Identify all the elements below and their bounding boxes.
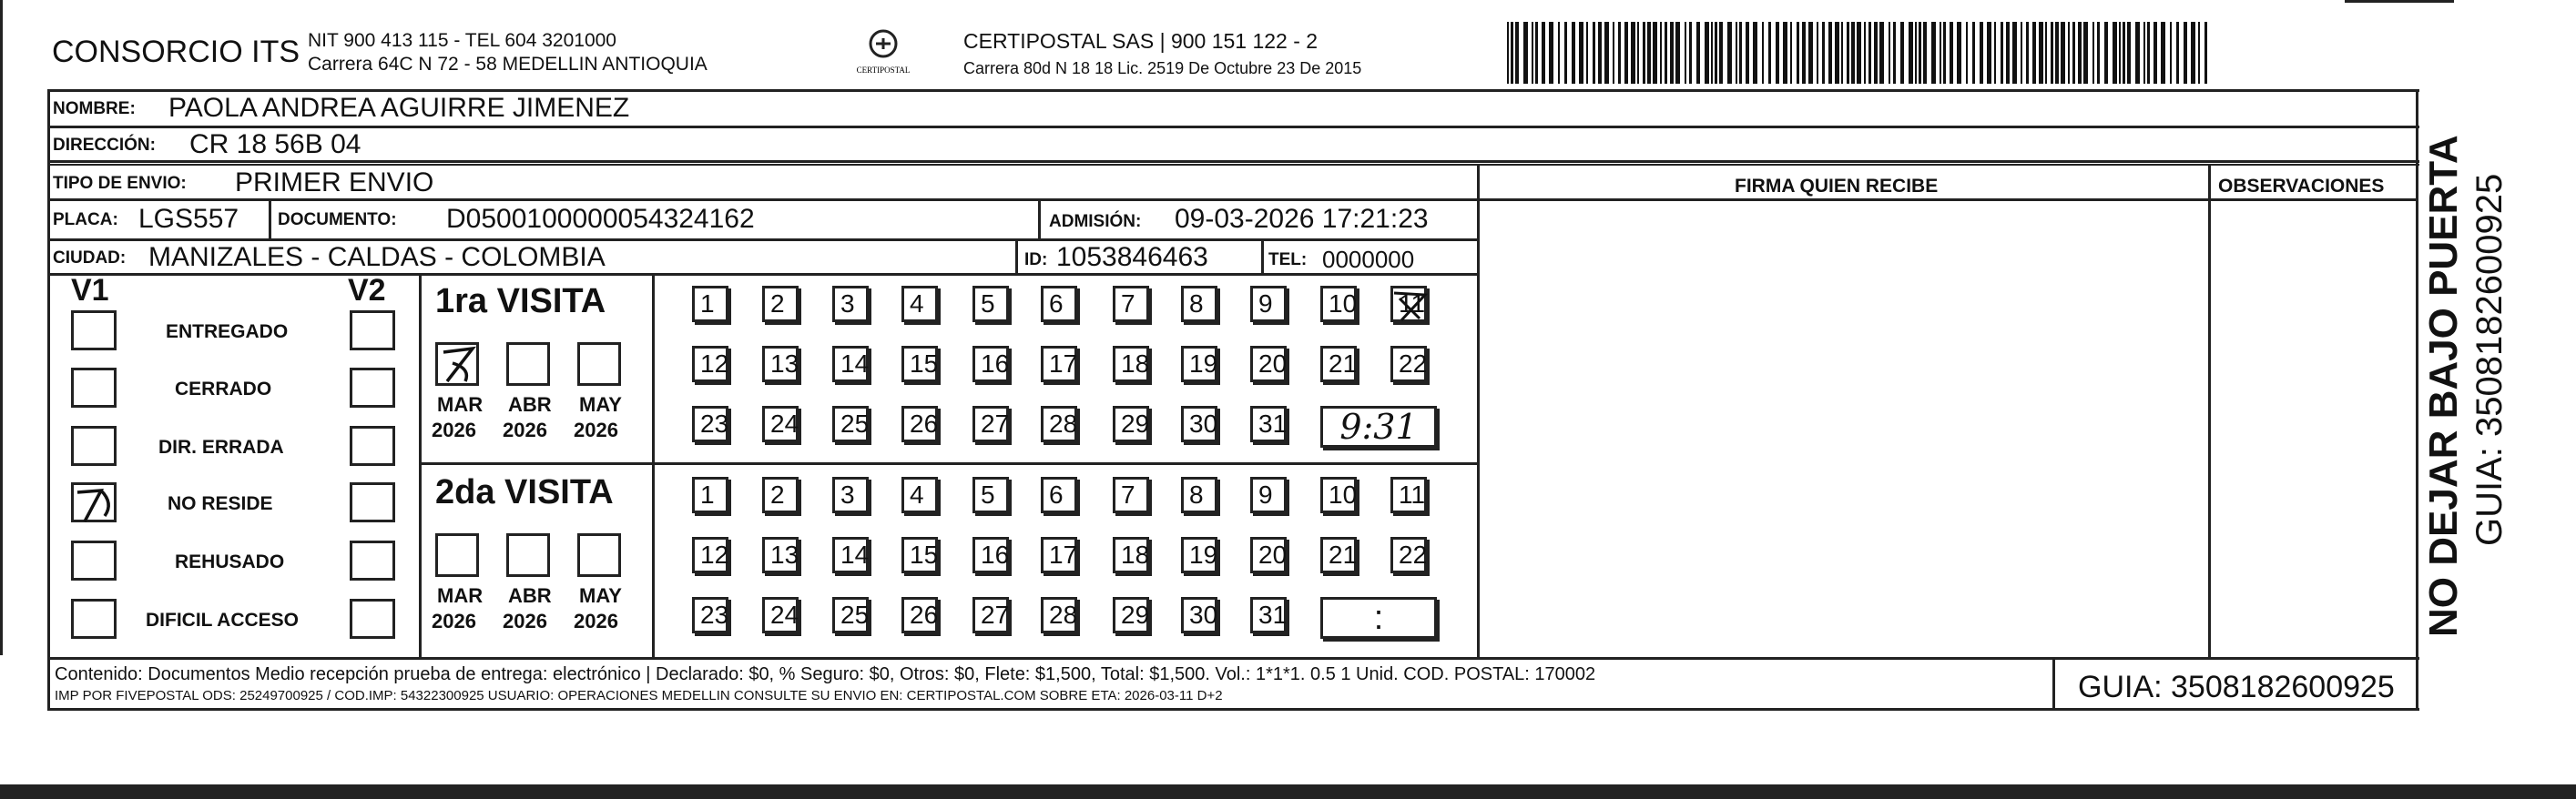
day-strike-mark: [1392, 288, 1429, 329]
day-box[interactable]: 18: [1113, 346, 1149, 382]
barcode-bar: [1532, 22, 1533, 84]
barcode-bar: [1943, 22, 1946, 84]
month-year: 2026: [574, 610, 618, 632]
day-box[interactable]: 19: [1181, 537, 1217, 573]
barcode-bar: [1966, 22, 1968, 84]
barcode-bar: [2021, 22, 2022, 84]
day-box[interactable]: 21: [1320, 537, 1357, 573]
month-checkbox[interactable]: [435, 533, 479, 577]
barcode-bar: [2078, 22, 2082, 84]
barcode-bar: [2153, 22, 2157, 84]
day-box[interactable]: 20: [1250, 346, 1287, 382]
barcode-bar: [1915, 22, 1917, 84]
barcode-bar: [1572, 22, 1575, 84]
barcode-bar: [2184, 22, 2187, 84]
v1-checkbox[interactable]: [71, 482, 117, 522]
day-box[interactable]: 11: [1390, 286, 1427, 322]
barcode-bar: [2198, 22, 2200, 84]
barcode-bar: [1542, 22, 1545, 84]
day-box[interactable]: 21: [1320, 346, 1357, 382]
v1-checkbox[interactable]: [71, 368, 117, 408]
barcode-bar: [1558, 22, 1560, 84]
barcode-bar: [1535, 22, 1538, 84]
barcode-bar: [2123, 22, 2125, 84]
barcode-bar: [1889, 22, 1890, 84]
barcode-bar: [1670, 22, 1674, 84]
status-option-label: REHUSADO: [175, 551, 285, 572]
barcode-bar: [2104, 22, 2108, 84]
month-checkbox[interactable]: [577, 342, 621, 386]
month-label: MAR: [437, 393, 484, 416]
barcode-bar: [1851, 22, 1855, 84]
barcode-bar: [2143, 22, 2145, 84]
barcode-bar: [1618, 22, 1621, 84]
day-box[interactable]: 6: [1041, 477, 1077, 513]
side-guia-text: GUIA: 3508182600925: [2469, 173, 2510, 546]
month-checkbox[interactable]: [435, 342, 479, 386]
day-box[interactable]: 24: [762, 406, 799, 442]
barcode-bar: [1715, 22, 1717, 84]
barcode-bar: [1598, 22, 1602, 84]
v1-checkbox[interactable]: [71, 541, 117, 581]
barcode-bar: [1637, 22, 1639, 84]
barcode-bar: [1864, 22, 1866, 84]
day-box[interactable]: 11: [1390, 477, 1427, 513]
day-box[interactable]: 10: [1320, 286, 1357, 322]
tipo-envio-label: TIPO DE ENVIO:: [53, 174, 187, 193]
visit-time-box[interactable]: 9:31: [1320, 406, 1437, 448]
barcode-bar: [1972, 22, 1975, 84]
day-box[interactable]: 16: [972, 537, 1009, 573]
barcode-bar: [2055, 22, 2059, 84]
status-option-label: ENTREGADO: [166, 321, 289, 342]
barcode-bar: [2127, 22, 2131, 84]
day-box[interactable]: 14: [832, 346, 869, 382]
observaciones-header: OBSERVACIONES: [2218, 176, 2385, 197]
barcode-bar: [1900, 22, 1904, 84]
barcode-bar: [1847, 22, 1849, 84]
barcode-bar: [1768, 22, 1771, 84]
v2-label: V2: [348, 273, 386, 308]
barcode-bar: [2176, 22, 2179, 84]
day-box[interactable]: 19: [1181, 346, 1217, 382]
day-box[interactable]: 25: [832, 406, 869, 442]
barcode-bar: [1923, 22, 1927, 84]
nombre-label: NOMBRE:: [53, 99, 136, 118]
day-box[interactable]: 29: [1113, 597, 1149, 633]
day-box[interactable]: 23: [692, 597, 728, 633]
barcode-bar: [1675, 22, 1680, 84]
placa-label: PLACA:: [53, 210, 118, 229]
direccion-label: DIRECCIÓN:: [53, 136, 156, 155]
barcode-bar: [2045, 22, 2047, 84]
month-year: 2026: [432, 610, 476, 632]
day-box[interactable]: 22: [1390, 537, 1427, 573]
day-box[interactable]: 2: [762, 477, 799, 513]
day-box[interactable]: 13: [762, 537, 799, 573]
day-box[interactable]: 5: [972, 286, 1009, 322]
day-box[interactable]: 28: [1041, 406, 1077, 442]
v2-checkbox[interactable]: [350, 368, 395, 408]
tel-value: 0000000: [1322, 246, 1415, 273]
barcode-bar: [1909, 22, 1913, 84]
barcode-bar: [2191, 22, 2195, 84]
day-box[interactable]: 12: [692, 346, 728, 382]
barcode-bar: [1665, 22, 1667, 84]
barcode-bar: [1940, 22, 1941, 84]
v1-checkbox[interactable]: [71, 599, 117, 639]
day-box[interactable]: 26: [901, 406, 938, 442]
barcode-bar: [2051, 22, 2053, 84]
day-box[interactable]: 5: [972, 477, 1009, 513]
admision-label: ADMISIÓN:: [1049, 212, 1142, 231]
status-option-label: CERRADO: [175, 379, 272, 400]
barcode-bar: [1822, 22, 1825, 84]
barcode-bar: [1523, 22, 1528, 84]
carrier-name: CERTIPOSTAL SAS | 900 151 122 - 2: [963, 29, 1319, 53]
barcode-bar: [1719, 22, 1723, 84]
company-address: Carrera 64C N 72 - 58 MEDELLIN ANTIOQUIA: [308, 54, 708, 75]
barcode-bar: [1685, 22, 1686, 84]
no-dejar-bajo-puerta: NO DEJAR BAJO PUERTA: [2421, 135, 2466, 637]
tel-label: TEL:: [1268, 250, 1308, 269]
v2-checkbox[interactable]: [350, 310, 395, 350]
barcode-bar: [1776, 22, 1779, 84]
barcode-bar: [2161, 22, 2165, 84]
barcode-bar: [2113, 22, 2117, 84]
barcode-bar: [2135, 22, 2140, 84]
day-box[interactable]: 15: [901, 346, 938, 382]
day-box[interactable]: 27: [972, 406, 1009, 442]
v2-checkbox[interactable]: [350, 426, 395, 466]
certipostal-logo: [856, 27, 911, 78]
barcode-bar: [2006, 22, 2010, 84]
barcode-bar: [1604, 22, 1609, 84]
contenido-line: Contenido: Documentos Medio recepción prueba de entrega: electrónico | Declarado: $0, % Seguro: $0, Otros: $0, Flete: $1,500, Total: $1,500. Vol.: 1*1*1. 0.5 1 Unid. COD. POSTAL: 170002: [55, 664, 1596, 684]
barcode-bar: [1841, 22, 1843, 84]
day-box[interactable]: 20: [1250, 537, 1287, 573]
barcode-bar: [1790, 22, 1792, 84]
day-box[interactable]: 29: [1113, 406, 1149, 442]
month-year: 2026: [503, 419, 547, 441]
barcode-bar: [1507, 22, 1509, 84]
month-label: MAR: [437, 584, 484, 607]
barcode-bar: [1564, 22, 1567, 84]
day-box[interactable]: 31: [1250, 597, 1287, 633]
v1-label: V1: [71, 273, 109, 308]
barcode-bar: [1647, 22, 1651, 84]
admision-value: 09-03-2026 17:21:23: [1175, 204, 1429, 234]
month-label: MAY: [579, 393, 622, 416]
month-checkbox[interactable]: [577, 533, 621, 577]
nombre-value: PAOLA ANDREA AGUIRRE JIMENEZ: [168, 93, 630, 123]
barcode-bar: [1893, 22, 1896, 84]
status-option-label: DIFICIL ACCESO: [146, 610, 300, 631]
barcode-bar: [1828, 22, 1832, 84]
day-box[interactable]: 18: [1113, 537, 1149, 573]
id-value: 1053846463: [1056, 242, 1208, 272]
day-box[interactable]: 8: [1181, 286, 1217, 322]
barcode-bar: [1696, 22, 1700, 84]
barcode-bar: [2170, 22, 2172, 84]
documento-value: D0500100000054324162: [446, 204, 755, 234]
placa-value: LGS557: [138, 204, 239, 234]
barcode-bar: [1762, 22, 1764, 84]
barcode: [1507, 22, 2208, 84]
barcode-bar: [1835, 22, 1839, 84]
id-label: ID:: [1024, 250, 1048, 269]
barcode-bar: [1689, 22, 1692, 84]
barcode-bar: [2061, 22, 2065, 84]
day-box[interactable]: 28: [1041, 597, 1077, 633]
barcode-bar: [2039, 22, 2043, 84]
day-box[interactable]: 3: [832, 477, 869, 513]
day-box[interactable]: 9: [1250, 286, 1287, 322]
barcode-bar: [1868, 22, 1871, 84]
day-box[interactable]: 27: [972, 597, 1009, 633]
day-box[interactable]: 26: [901, 597, 938, 633]
day-box[interactable]: 30: [1181, 597, 1217, 633]
imp-line: IMP POR FIVEPOSTAL ODS: 25249700925 / COD.IMP: 54322300925 USUARIO: OPERACIONES MEDELLIN CONSULTE SU ENVIO EN: CERTIPOSTAL.COM SOBRE ETA: 2026-03-11 D+2: [55, 688, 1223, 703]
month-year: 2026: [503, 610, 547, 632]
v2-checkbox[interactable]: [350, 599, 395, 639]
day-box[interactable]: 14: [832, 537, 869, 573]
barcode-bar: [1736, 22, 1737, 84]
barcode-bar: [1783, 22, 1787, 84]
barcode-bar: [1613, 22, 1614, 84]
barcode-bar: [2083, 22, 2088, 84]
day-box[interactable]: 3: [832, 286, 869, 322]
barcode-bar: [2026, 22, 2029, 84]
v2-checkbox[interactable]: [350, 482, 395, 522]
barcode-bar: [2119, 22, 2121, 84]
barcode-bar: [1874, 22, 1878, 84]
barcode-bar: [2032, 22, 2036, 84]
barcode-bar: [1957, 22, 1961, 84]
barcode-bar: [1808, 22, 1813, 84]
barcode-bar: [1711, 22, 1713, 84]
firma-header: FIRMA QUIEN RECIBE: [1735, 176, 1939, 197]
month-year: 2026: [432, 419, 476, 441]
barcode-bar: [1746, 22, 1749, 84]
visit-title: 1ra VISITA: [435, 282, 606, 320]
ciudad-value: MANIZALES - CALDAS - COLOMBIA: [148, 242, 606, 272]
barcode-bar: [1549, 22, 1553, 84]
day-box[interactable]: 9: [1250, 477, 1287, 513]
documento-label: DOCUMENTO:: [278, 210, 397, 229]
side-guia: [2469, 146, 2513, 546]
day-box[interactable]: 6: [1041, 286, 1077, 322]
barcode-bar: [2147, 22, 2150, 84]
tipo-envio-value: PRIMER ENVIO: [235, 167, 434, 197]
barcode-bar: [1919, 22, 1921, 84]
barcode-bar: [2092, 22, 2094, 84]
company-nit: NIT 900 413 115 - TEL 604 3201000: [308, 30, 616, 51]
barcode-bar: [1980, 22, 1983, 84]
carrier-address: Carrera 80d N 18 18 Lic. 2519 De Octubre 23 De 2015: [963, 59, 1362, 77]
day-box[interactable]: 31: [1250, 406, 1287, 442]
day-box[interactable]: 25: [832, 597, 869, 633]
barcode-bar: [1802, 22, 1806, 84]
month-checkbox[interactable]: [506, 342, 550, 386]
barcode-bar: [1994, 22, 1996, 84]
barcode-bar: [1797, 22, 1799, 84]
day-box[interactable]: 1: [692, 286, 728, 322]
month-label: ABR: [508, 393, 552, 416]
barcode-bar: [2012, 22, 2017, 84]
day-box[interactable]: 17: [1041, 537, 1077, 573]
barcode-bar: [1753, 22, 1757, 84]
barcode-bar: [2001, 22, 2003, 84]
barcode-bar: [2204, 22, 2207, 84]
barcode-bar: [1624, 22, 1628, 84]
month-label: ABR: [508, 584, 552, 607]
day-box[interactable]: 13: [762, 346, 799, 382]
day-box[interactable]: 4: [901, 477, 938, 513]
month-label: MAY: [579, 584, 622, 607]
day-box[interactable]: 15: [901, 537, 938, 573]
day-box[interactable]: 17: [1041, 346, 1077, 382]
barcode-bar: [1653, 22, 1657, 84]
barcode-bar: [1727, 22, 1732, 84]
barcode-bar: [1879, 22, 1884, 84]
v1-checkbox[interactable]: [71, 426, 117, 466]
status-option-label: NO RESIDE: [168, 493, 273, 514]
barcode-bar: [1579, 22, 1583, 84]
guia-box: GUIA: 3508182600925: [2078, 670, 2395, 704]
barcode-bar: [2072, 22, 2075, 84]
barcode-bar: [1817, 22, 1818, 84]
barcode-bar: [1593, 22, 1595, 84]
barcode-bar: [1950, 22, 1953, 84]
svg-text:CERTIPOSTAL: CERTIPOSTAL: [856, 66, 911, 75]
visit-time-box[interactable]: :: [1320, 597, 1437, 639]
day-box[interactable]: 10: [1320, 477, 1357, 513]
day-box[interactable]: 1: [692, 477, 728, 513]
day-box[interactable]: 30: [1181, 406, 1217, 442]
barcode-bar: [1931, 22, 1936, 84]
day-box[interactable]: 16: [972, 346, 1009, 382]
day-box[interactable]: 7: [1113, 477, 1149, 513]
barcode-bar: [1987, 22, 1991, 84]
v2-checkbox[interactable]: [350, 541, 395, 581]
status-option-label: DIR. ERRADA: [158, 437, 284, 458]
barcode-bar: [1857, 22, 1861, 84]
day-box[interactable]: 12: [692, 537, 728, 573]
barcode-bar: [1586, 22, 1588, 84]
day-box[interactable]: 23: [692, 406, 728, 442]
month-checkbox[interactable]: [506, 533, 550, 577]
day-box[interactable]: 7: [1113, 286, 1149, 322]
day-box[interactable]: 2: [762, 286, 799, 322]
visit-title: 2da VISITA: [435, 473, 614, 511]
v1-checkbox[interactable]: [71, 310, 117, 350]
day-box[interactable]: 24: [762, 597, 799, 633]
direccion-value: CR 18 56B 04: [189, 129, 361, 159]
month-year: 2026: [574, 419, 618, 441]
day-box[interactable]: 22: [1390, 346, 1427, 382]
barcode-bar: [1660, 22, 1662, 84]
day-box[interactable]: 4: [901, 286, 938, 322]
barcode-bar: [1643, 22, 1645, 84]
ciudad-label: CIUDAD:: [53, 248, 127, 268]
barcode-bar: [1511, 22, 1513, 84]
company-name: CONSORCIO ITS: [52, 35, 300, 69]
barcode-bar: [1705, 22, 1709, 84]
barcode-bar: [2068, 22, 2070, 84]
barcode-bar: [1515, 22, 1519, 84]
barcode-bar: [1739, 22, 1742, 84]
barcode-bar: [2097, 22, 2100, 84]
day-box[interactable]: 8: [1181, 477, 1217, 513]
barcode-bar: [1631, 22, 1635, 84]
